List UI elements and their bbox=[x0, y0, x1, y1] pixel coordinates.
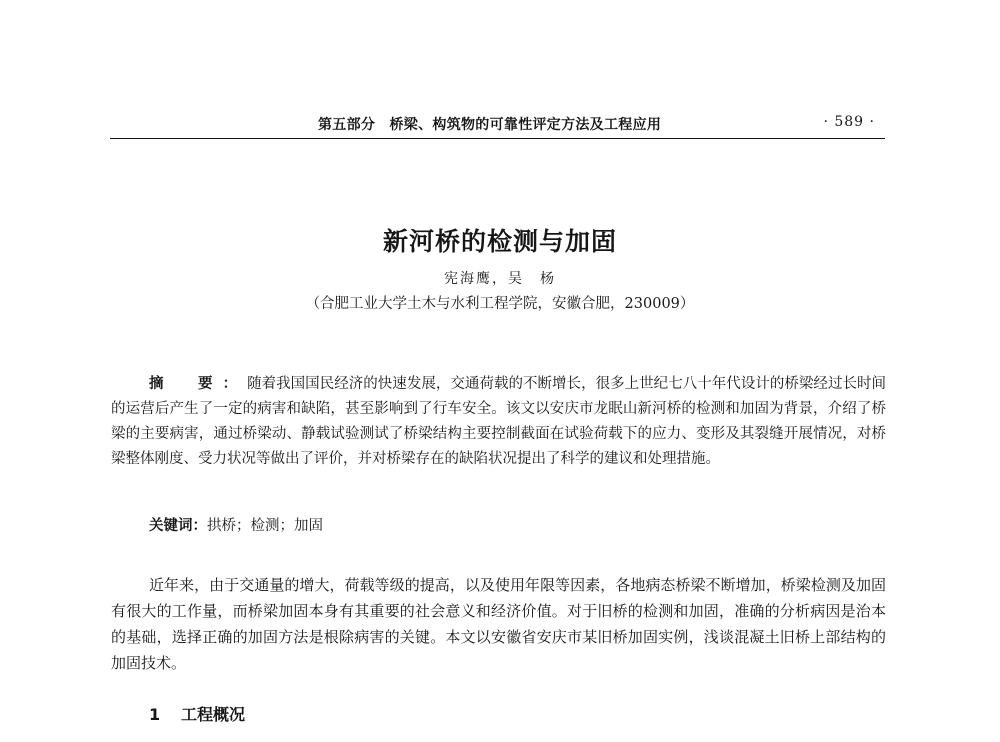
section-heading bbox=[149, 702, 245, 725]
running-header bbox=[110, 112, 885, 138]
abstract-label: 摘 要： bbox=[149, 376, 248, 392]
paper-affiliation: （合肥工业大学土木与水利工程学院，安徽合肥，230009） bbox=[305, 296, 695, 312]
keywords-line bbox=[149, 514, 323, 535]
running-header-title: 第五部分 桥梁、构筑物的可靠性评定方法及工程应用 bbox=[318, 117, 662, 133]
page-number: · 589 · bbox=[823, 114, 875, 130]
section-number: 1 bbox=[149, 705, 161, 724]
section-title: 工程概况 bbox=[181, 705, 246, 724]
abstract-text: 随着我国国民经济的快速发展，交通荷载的不断增长，很多上世纪七八十年代设计的桥梁经过长时间的运营后产生了一定的病害和缺陷，甚至影响到了行车安全。该文以安庆市龙眠山新河桥的检测和加固为背景，介绍了桥梁的主要病害，通过桥梁动、静载试验测试了桥梁结构主要控制截面在试验荷载下的应力、变形及其裂缝开展情况，对桥梁整体刚度、受力状况等做出了评价，并对桥梁存在的缺陷状况提出了科学的建议和处理措施。 bbox=[111, 376, 887, 467]
intro-paragraph: 近年来，由于交通量的增大，荷载等级的提高，以及使用年限等因素，各地病态桥梁不断增加，桥梁检测及加固有很大的工作量，而桥梁加固本身有其重要的社会意义和经济价值。对于旧桥的检测和加固，准确的分析病因是治本的基础，选择正确的加固方法是根除病害的关键。本文以安徽省安庆市某旧桥加固实例，浅谈混凝土旧桥上部结构的加固技术。 bbox=[111, 576, 886, 672]
paper-title: 新河桥的检测与加固 bbox=[382, 227, 617, 256]
keywords-text: 拱桥；检测；加固 bbox=[207, 518, 323, 534]
keywords-label: 关键词： bbox=[149, 518, 207, 534]
abstract-paragraph bbox=[111, 372, 886, 472]
paper-authors: 宪海鹰，吴 杨 bbox=[444, 271, 556, 287]
header-divider bbox=[110, 138, 885, 139]
